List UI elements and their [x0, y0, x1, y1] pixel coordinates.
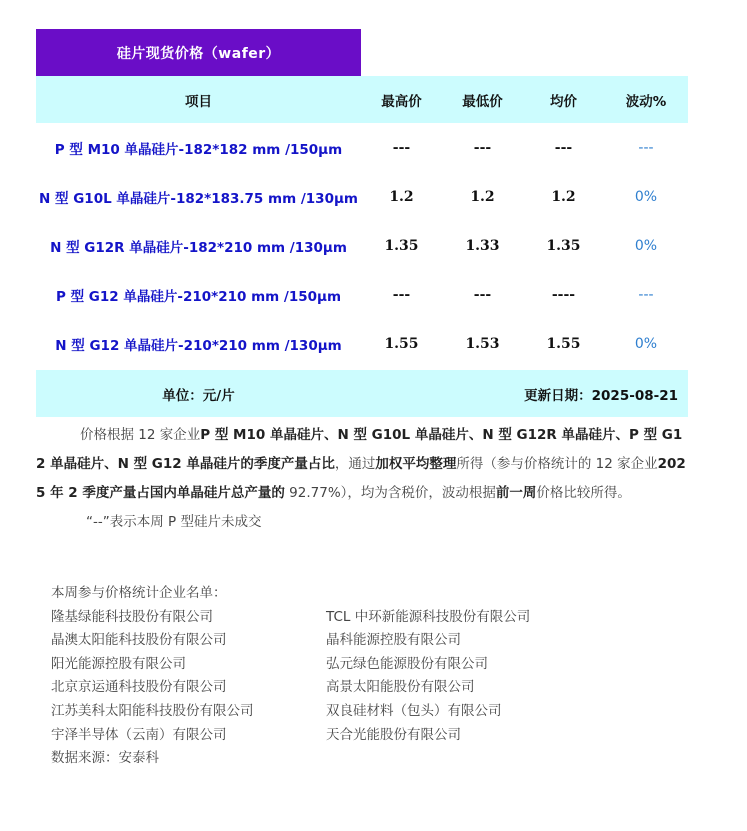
company-name: 弘元绿色能源股份有限公司	[326, 655, 488, 672]
row-high: 1.2	[389, 188, 414, 205]
note-text: ，通过	[334, 456, 376, 472]
table-row	[36, 319, 688, 368]
note-text: 92.77%），均为含税价，波动根据	[284, 485, 496, 501]
row-change: 0%	[634, 237, 658, 254]
panel-title: 硅片现货价格（wafer）	[36, 29, 361, 76]
row-low: ---	[473, 286, 492, 303]
row-change: ---	[638, 286, 654, 303]
company-name: 北京京运通科技股份有限公司	[51, 679, 227, 696]
note-bold: 加权平均整理	[375, 456, 457, 472]
row-avg: ----	[551, 286, 576, 303]
row-high: 1.55	[384, 335, 419, 352]
row-change: ---	[638, 139, 654, 156]
row-avg: 1.2	[551, 188, 576, 205]
update-date: 更新日期：2025-08-21	[524, 387, 678, 404]
row-item: N 型 G12 单晶硅片-210*210 mm /130μm	[55, 337, 342, 354]
price-table	[36, 76, 688, 417]
table-row	[36, 172, 688, 221]
company-name: 晶科能源控股有限公司	[326, 632, 461, 649]
row-low: 1.53	[465, 335, 500, 352]
note-bold: 2025 年 2 季度产量占国内单晶硅片总产量的	[36, 456, 686, 501]
company-name: 晶澳太阳能科技股份有限公司	[51, 632, 227, 649]
company-name: 隆基绿能科技股份有限公司	[51, 608, 213, 625]
header-change: 波动%	[625, 93, 667, 110]
row-item: N 型 G10L 单晶硅片-182*183.75 mm /130μm	[39, 190, 358, 207]
row-avg: ---	[554, 139, 573, 156]
pricing-note	[36, 421, 688, 508]
company-name: 宇泽半导体（云南）有限公司	[51, 726, 227, 743]
row-change: 0%	[634, 335, 658, 352]
note-bold: 前一周	[495, 485, 537, 501]
header-avg: 均价	[550, 93, 577, 110]
wafer-price-panel	[36, 29, 688, 530]
table-row	[36, 123, 688, 172]
company-list	[51, 582, 626, 771]
row-low: 1.2	[470, 188, 495, 205]
company-list-title: 本周参与价格统计企业名单：	[51, 585, 227, 601]
company-name: 阳光能源控股有限公司	[51, 655, 186, 672]
company-name: 双良硅材料（包头）有限公司	[326, 702, 502, 719]
row-item: P 型 G12 单晶硅片-210*210 mm /150μm	[55, 288, 342, 305]
dash-note: “--”表示本周 P 型硅片未成交	[86, 514, 262, 530]
row-high: ---	[392, 139, 411, 156]
unit-bar	[36, 370, 688, 417]
company-name: 天合光能股份有限公司	[326, 726, 461, 743]
note-text: 价格比较所得。	[536, 485, 631, 501]
row-item: N 型 G12R 单晶硅片-182*210 mm /130μm	[50, 239, 347, 256]
unit-label: 单位：元/片	[162, 387, 235, 404]
row-high: ---	[392, 286, 411, 303]
row-avg: 1.35	[546, 237, 581, 254]
company-name: 高景太阳能股份有限公司	[326, 679, 475, 696]
row-high: 1.35	[384, 237, 419, 254]
table-row	[36, 221, 688, 270]
row-low: 1.33	[465, 237, 500, 254]
company-name: 江苏美科太阳能科技股份有限公司	[51, 702, 254, 719]
header-low: 最低价	[462, 93, 503, 110]
note-text: 所得（参与价格统计的 12 家企业	[456, 456, 658, 472]
note-text: 价格根据 12 家企业	[80, 427, 201, 443]
header-high: 最高价	[381, 93, 422, 110]
row-item: P 型 M10 单晶硅片-182*182 mm /150μm	[54, 141, 343, 158]
company-name: TCL 中环新能源科技股份有限公司	[326, 608, 531, 625]
row-change: 0%	[634, 188, 658, 205]
table-header	[36, 76, 688, 123]
row-avg: 1.55	[546, 335, 581, 352]
data-source: 数据来源：安泰科	[51, 750, 159, 767]
company-grid	[51, 606, 626, 748]
table-row	[36, 270, 688, 319]
note-bold: P 型 M10 单晶硅片、N 型 G10L 单晶硅片、N 型 G12R 单晶硅片、P 型 G12 单晶硅片、N 型 G12 单晶硅片的季度产量占比	[36, 427, 683, 472]
header-item: 项目	[185, 93, 212, 110]
row-low: ---	[473, 139, 492, 156]
